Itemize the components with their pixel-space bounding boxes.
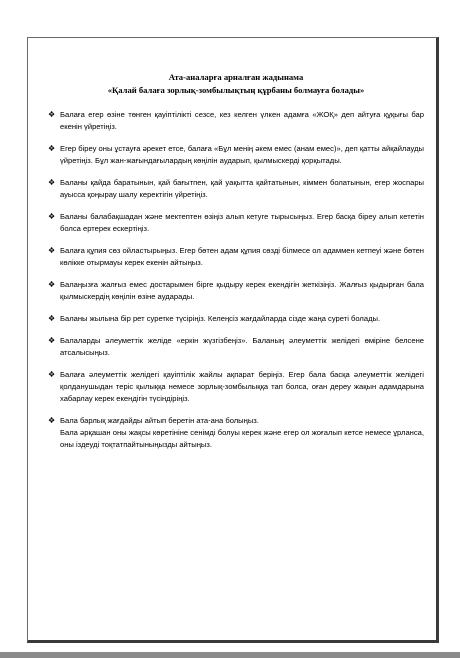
window-bottom-edge: [0, 652, 460, 658]
list-item: [48, 279, 424, 303]
list-item-text: Балаға әлеуметтік желідегі қауіптілік жайлы ақпарат беріңіз. Егер бала басқа әлеуметтік желідегі қолданушыдан теріс қылыққа немесе зорлық-зомбылыққа тап болса, оған дереу жақын адамдарына хабарлау керек екендігін түсіндіріңіз.: [60, 370, 424, 403]
list-item: [48, 313, 424, 325]
list-item-text: Балаға құпия сөз ойластырыңыз. Егер бөтен адам құпия сөзді білмесе ол адаммен кетпеуі және бөтен көлікке отырмауы керек екенін айтыңыз.: [60, 246, 424, 267]
list-item: [48, 369, 424, 405]
title-line-1: Ата-аналарға арналған жадынама: [168, 72, 304, 82]
diamond-bullet-icon: ❖: [48, 336, 56, 345]
list-item-text: Балаларды әлеуметтік желіде «еркін жүзгізбеңіз». Баланың әлеуметтік желідегі өміріне белсене атсалысыңыз.: [60, 336, 424, 357]
diamond-bullet-icon: ❖: [48, 212, 56, 221]
list-item: [48, 177, 424, 201]
list-item: [48, 415, 424, 451]
diamond-bullet-icon: ❖: [48, 280, 56, 289]
diamond-bullet-icon: ❖: [48, 144, 56, 153]
document-page: [27, 37, 439, 643]
list-item-text: Балаға егер өзіне төнген қауіптілікті сезсе, кез келген үлкен адамға «ЖОҚ» деп айтуға құқығы бар екенін үйретіңіз.: [60, 110, 424, 131]
memo-list: [48, 109, 424, 451]
list-item-text: Баланы қайда баратынын, қай бағытпен, қай уақытта қайтатынын, кіммен болатынын, егер жоспары ауысса қоңырау шалу керектігін үйретіңіз.: [60, 178, 424, 199]
list-item: [48, 143, 424, 167]
diamond-bullet-icon: ❖: [48, 110, 56, 119]
diamond-bullet-icon: ❖: [48, 416, 56, 425]
list-item: [48, 109, 424, 133]
list-item-text: Баланы балабақшадан және мектептен өзіңіз алып кетуге тырысыңыз. Егер басқа біреу алып кететін болса ертерек ескертіңіз.: [60, 212, 424, 233]
list-item: [48, 335, 424, 359]
document-content: [48, 71, 424, 461]
list-item: [48, 245, 424, 269]
diamond-bullet-icon: ❖: [48, 246, 56, 255]
list-item: [48, 211, 424, 235]
diamond-bullet-icon: ❖: [48, 314, 56, 323]
title-line-2: «Қалай балаға зорлық-зомбылықтың құрбаны болмауға болады»: [107, 85, 365, 95]
document-title: [48, 71, 424, 97]
list-item-text: Бала барлық жағдайды айтып беретін ата-ана болыңыз.: [60, 416, 259, 425]
list-item-text: Балаңызға жалғыз емес достарымен бірге қыдыру керек екендігін жеткізіңіз. Жалғыз қыдырған бала қылмыскердің көңілін өзіне аударады.: [60, 280, 424, 301]
list-item-text-continued: Бала әрқашан оны жақсы көретініне сенімді болуы керек және егер ол жоғалып кетсе немесе ұрланса, оны іздеуді тоқтатпайтыныңызды айтыңыз.: [60, 428, 424, 449]
list-item-text: Егер біреу оны ұстауға әрекет етсе, балаға «Бұл менің әкем емес (анам емес)», деп қатты айқайлауды үйретіңіз. Бұл жан-жағындағылардың көңілін аударып, қылмыскерді қорқытады.: [60, 144, 424, 165]
list-item-text: Баланы жылына бір рет суретке түсіріңіз. Келеңсіз жағдайларда сізде жаңа суреті болады.: [60, 314, 381, 323]
diamond-bullet-icon: ❖: [48, 370, 56, 379]
diamond-bullet-icon: ❖: [48, 178, 56, 187]
